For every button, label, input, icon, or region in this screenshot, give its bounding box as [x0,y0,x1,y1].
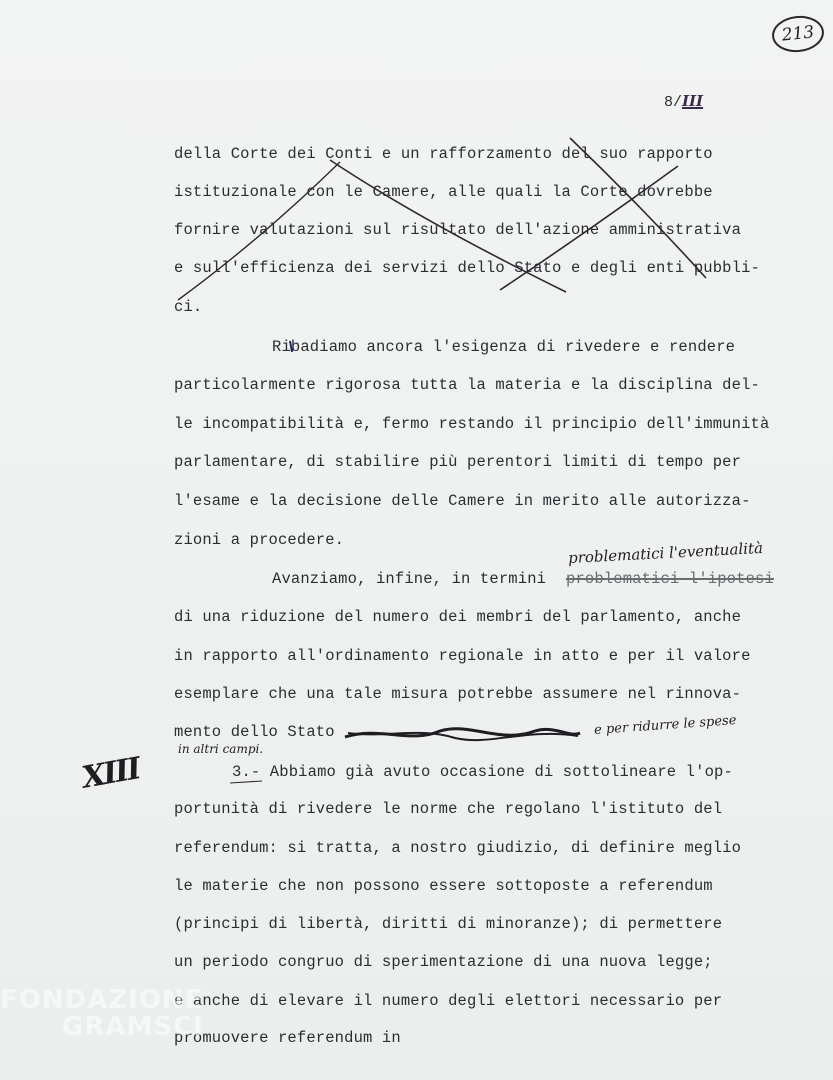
cross-stroke-left [330,160,566,292]
ink-correction-mark [290,341,292,352]
text-line: referendum: si tratta, a nostro giudizio, di definire meglio [174,839,742,857]
text-line: 3.- Abbiamo già avuto occasione di sottolineare l'op- [232,763,733,781]
text-line: promuovere referendum in [174,1029,401,1047]
cross-stroke-right-2 [500,166,678,290]
text-line: e anche di elevare il numero degli elettori necessario per [174,992,723,1010]
scribble-deletion-2 [348,733,578,740]
text-line: della Corte dei Conti e un rafforzamento del suo rapporto [174,145,713,163]
text-line: e sull'efficienza dei servizi dello Stato e degli enti pubbli- [174,259,760,277]
text-line: in rapporto all'ordinamento regionale in atto e per il valore [174,647,751,665]
text-line: parlamentare, di stabilire più perentori limiti di tempo per [174,453,742,471]
archive-number-stamp: 213 [770,13,825,54]
struck-text: problematici l'ipotesi [566,570,774,588]
cross-stroke-left-2 [178,162,340,300]
handwritten-insert: problematici l'eventualità [567,538,764,568]
text-line: l'esame e la decisione delle Camere in merito alle autorizza- [174,492,751,510]
text-line: di una riduzione del numero dei membri del parlamento, anche [174,608,742,626]
handwritten-addition-line2: in altri campi. [178,742,264,756]
handwritten-addition: e per ridurre le spese [593,713,737,738]
watermark-fondazione: FONDAZIONE [0,985,204,1015]
text-line: Avanziamo, infine, in termini [272,570,547,588]
text-line: ci. [174,298,203,316]
text-line: mento dello Stato [174,723,335,741]
page-number-text: 8/ [664,94,683,111]
text-line: le materie che non possono essere sottoposte a referendum [174,877,713,895]
text-line: (principi di libertà, diritti di minoranze); di permettere [174,915,723,933]
text-line: fornire valutazioni sul risultato dell'azione amministrativa [174,221,742,239]
text-line: portunità di rivedere le norme che regolano l'istituto del [174,800,723,818]
text-line: zioni a procedere. [174,531,345,549]
scribble-deletion [345,729,580,737]
page-section-roman: III [682,92,704,110]
section-underline [230,781,262,783]
text-line: esemplare che una tale misura potrebbe assumere nel rinnova- [174,685,742,703]
text-line: un periodo congruo di sperimentazione di una nuova legge; [174,953,713,971]
text-line: istituzionale con le Camere, alle quali la Corte dovrebbe [174,183,713,201]
text-line: Ribadiamo ancora l'esigenza di rivedere e rendere [272,338,736,356]
text-line: le incompatibilità e, fermo restando il principio dell'immunità [174,415,770,433]
margin-mark: XIII [79,751,142,796]
text-line: particolarmente rigorosa tutta la materia e la disciplina del- [174,376,760,394]
cross-stroke-right [570,138,706,278]
watermark-gramsci: GRAMSCI [62,1012,204,1042]
